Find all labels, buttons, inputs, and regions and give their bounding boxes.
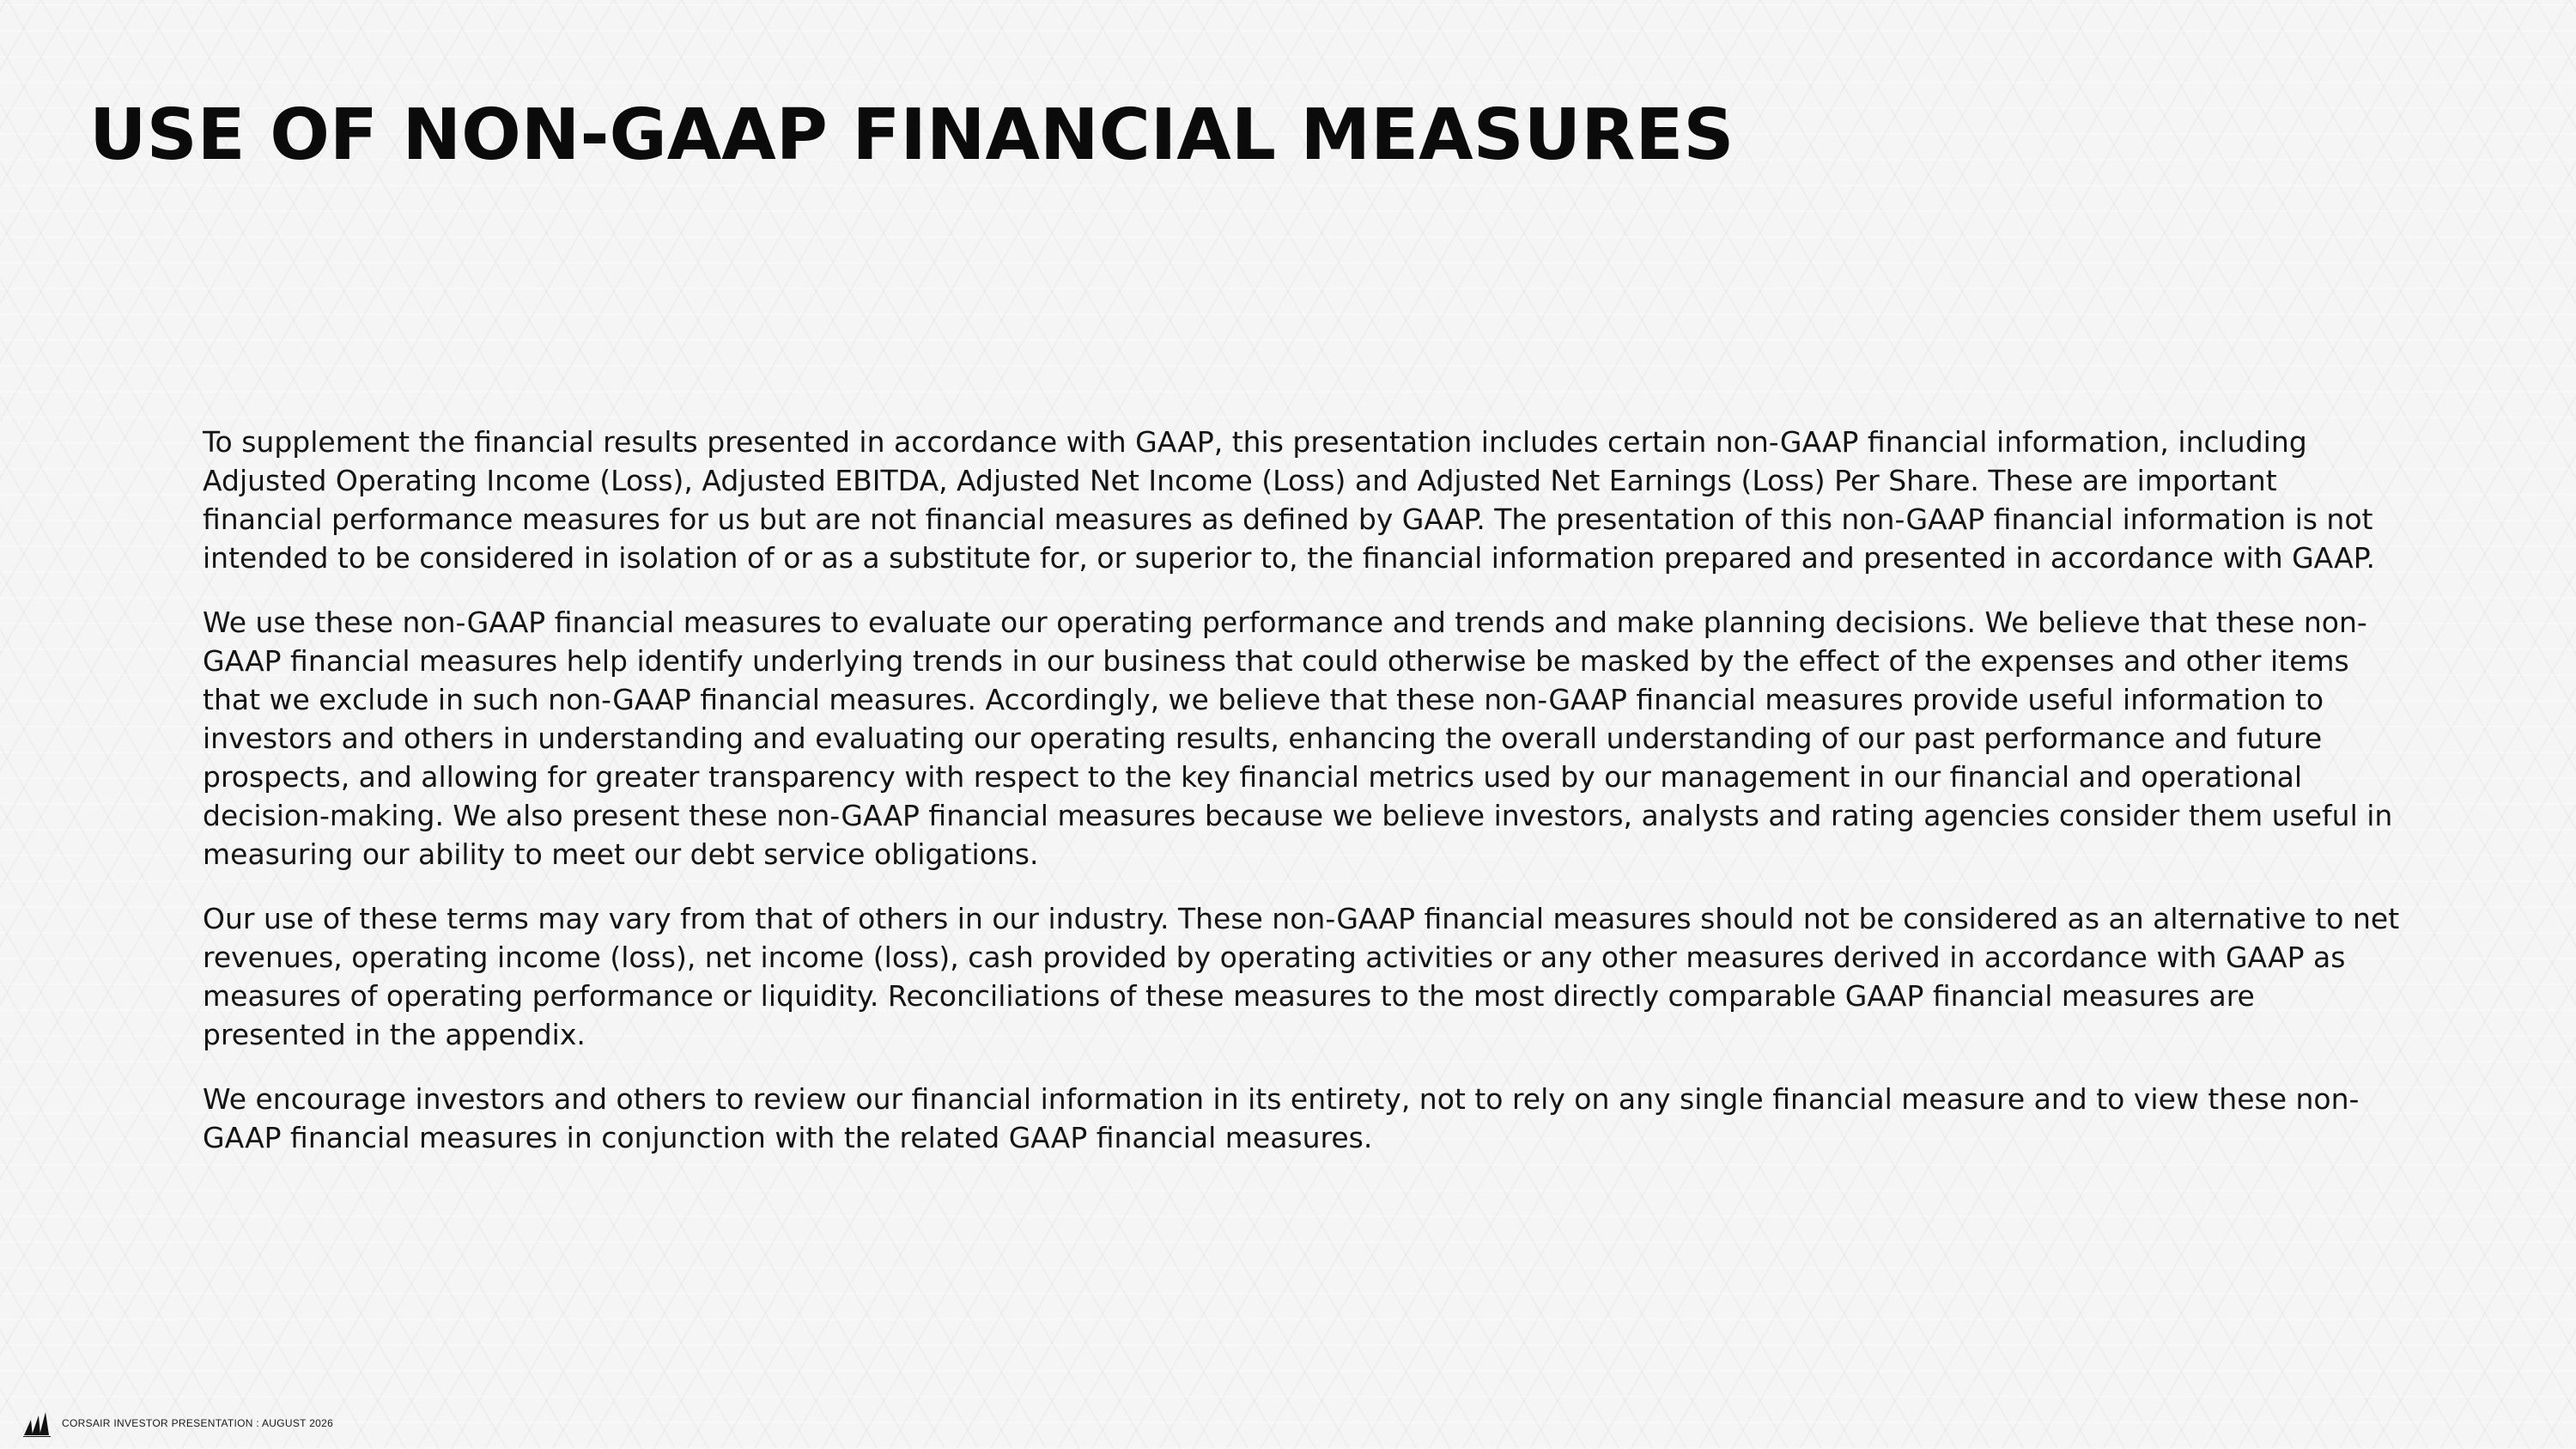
paragraph-4: We encourage investors and others to review our financial information in its entirety, not to rely on any single financial measure and to view these non-GAAP financial measures in conjunction with the related GAAP financial measures. bbox=[203, 1082, 2360, 1154]
paragraph-3: Our use of these terms may vary from that of others in our industry. These non-GAAP financial measures should not be considered as an alternative to net revenues, operating income (loss), net income (loss), cash provided by operating activities or any other measures derived in accordance with GAAP as measures of operating performance or liquidity. Reconciliations of these measures to the most directly comparable GAAP financial measures are presented in the appendix. bbox=[203, 902, 2400, 1051]
sails-logo-icon bbox=[22, 1409, 52, 1438]
footer-text: CORSAIR INVESTOR PRESENTATION : AUGUST 2026 bbox=[62, 1417, 334, 1429]
paragraph-2: We use these non-GAAP financial measures to evaluate our operating performance and trends and make planning decisions. We believe that these non-GAAP financial measures help identify underlying trends in our business that could otherwise be masked by the effect of the expenses and other items that we exclude in such non-GAAP financial measures. Accordingly, we believe that these non-GAAP financial measures provide useful information to investors and others in understanding and evaluating our operating results, enhancing the overall understanding of our past performance and future prospects, and allowing for greater transparency with respect to the key financial metrics used by our management in our financial and operational decision-making. We also present these non-GAAP financial measures because we believe investors, analysts and rating agencies consider them useful in measuring our ability to meet our debt service obligations. bbox=[203, 606, 2393, 871]
slide-title: USE OF NON-GAAP FINANCIAL MEASURES bbox=[89, 94, 1735, 176]
paragraph-1: To supplement the financial results presented in accordance with GAAP, this presentation includes certain non-GAAP financial information, including Adjusted Operating Income (Loss), Adjusted EBITDA, Adjusted Net Income (Loss) and Adjusted Net Earnings (Loss) Per Share. These are important financial performance measures for us but are not financial measures as defined by GAAP. The presentation of this non-GAAP financial information is not intended to be considered in isolation of or as a substitute for, or superior to, the financial information prepared and presented in accordance with GAAP. bbox=[203, 425, 2375, 575]
body-text bbox=[203, 423, 2401, 1183]
footer bbox=[22, 1409, 333, 1438]
